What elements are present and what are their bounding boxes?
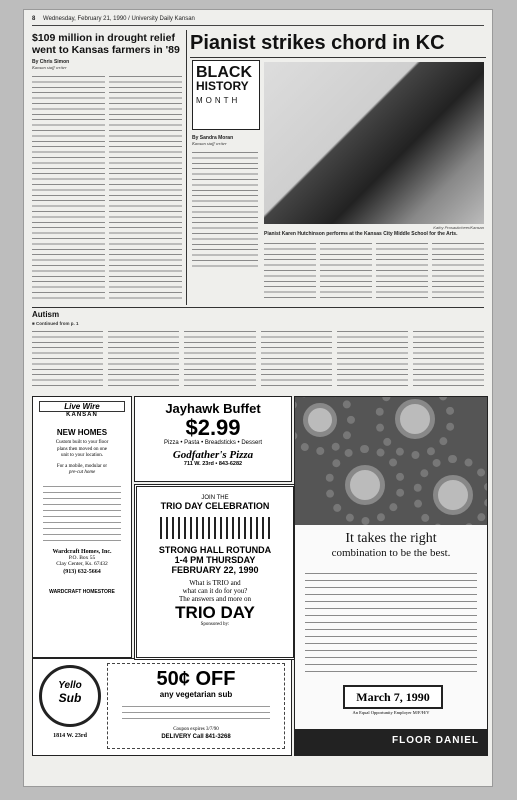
story1-byline-role: Kansan staff writer [32, 65, 67, 70]
yello-coupon[interactable] [107, 663, 285, 749]
trio-title: TRIO DAY CELEBRATION [160, 501, 270, 511]
gear-icon [303, 403, 337, 437]
autism-col-1 [32, 328, 103, 388]
coupon-sub: any vegetarian sub [159, 690, 233, 699]
floor-date: March 7, 1990 [343, 685, 443, 709]
trio-big: TRIO DAY [175, 603, 255, 622]
coupon-description [122, 703, 270, 723]
buffet-brand: Godfather's Pizza [172, 449, 254, 461]
trio-q1: What is TRIO and [189, 579, 241, 587]
autism-col-2 [108, 328, 179, 388]
black-history-month-logo [192, 60, 260, 130]
floor-headline-2: combination to be the best. [331, 547, 451, 559]
autism-col-4 [261, 328, 332, 388]
dateline: Wednesday, February 21, 1990 / University Daily Kansan [43, 16, 195, 22]
gear-icon [345, 465, 385, 505]
trio-time: 1-4 PM THURSDAY [174, 555, 256, 565]
trio-date: FEBRUARY 22, 1990 [171, 565, 259, 575]
photo-credit: Kathy Prosaukcheer/Kansan [433, 225, 484, 230]
section-rule [32, 307, 484, 308]
homes-box: P.O. Box 55 [68, 554, 96, 561]
buffet-price: $2.99 [185, 415, 241, 440]
livewire-kansan: KANSAN [66, 412, 98, 418]
livewire-logo: Live Wire [39, 401, 125, 412]
floor-footer-bar [295, 729, 487, 755]
story1-column-2 [109, 73, 182, 303]
yello-address: 1814 W. 23rd [53, 733, 87, 739]
ad-yello-sub [32, 658, 292, 756]
buffet-title: Jayhawk Buffet [165, 401, 261, 416]
photo-caption: Pianist Karen Hutchinson performs at the Kansas City Middle School for the Arts. [264, 231, 458, 237]
continued-line: ■ Continued from p. 1 [32, 321, 79, 326]
autism-col-6 [413, 328, 484, 388]
story1-byline: By Chris Simon [32, 59, 70, 65]
story1-headline: $109 million in drought relief went to Kansas farmers in '89 [32, 32, 180, 56]
story2-headline: Pianist strikes chord in KC [190, 32, 486, 58]
autism-story-columns [32, 328, 484, 388]
trio-illustration [160, 517, 270, 539]
trio-q2: what can it do for you? [182, 587, 248, 595]
autism-col-3 [184, 328, 255, 388]
story2-column-1 [192, 149, 258, 269]
story2-column-2 [264, 240, 316, 300]
story1-column-1 [32, 73, 105, 303]
page-header [32, 13, 484, 26]
trio-venue: STRONG HALL ROTUNDA [158, 545, 272, 555]
story2-column-4 [376, 240, 428, 300]
yello-sub-logo [39, 665, 101, 727]
ad-trio-day [134, 484, 296, 660]
story2-byline: By Sandra Moran [192, 135, 234, 141]
gears-image [295, 397, 487, 525]
homes-line: For a mobile, modular or [56, 463, 108, 469]
column-rule [186, 30, 187, 305]
gear-icon [433, 475, 473, 515]
buffet-address: 711 W. 23rd • 843-6282 [183, 461, 243, 467]
autism-col-5 [337, 328, 408, 388]
coupon-price: 50¢ OFF [156, 668, 236, 690]
trio-sponsor: Sponsored by: [200, 622, 230, 627]
homes-line: unit to your location. [61, 453, 103, 458]
story2-byline-role: Kansan staff writer [192, 141, 227, 146]
trio-q3: The answers and more on [179, 595, 251, 603]
gear-icon [395, 399, 435, 439]
page-number: 8 [32, 16, 36, 22]
pianist-photo [264, 62, 484, 224]
homes-phone: (913) 632-5664 [63, 568, 101, 575]
ad-floor-daniel [294, 396, 488, 756]
homes-title: NEW HOMES [56, 428, 108, 437]
bhm-line3: MONTH [196, 96, 241, 105]
floor-eoe: An Equal Opportunity Employer M/F/H/V [352, 710, 430, 715]
homes-bottom: WARDCRAFT HOMESTORE [49, 588, 115, 595]
homes-line: plans then moved on one [57, 446, 107, 452]
floor-brand: FLOOR DANIEL [392, 735, 479, 746]
ad-jayhawk-buffet [134, 396, 292, 482]
story-pianist [190, 32, 486, 58]
ad-new-homes [32, 396, 132, 658]
homes-features [43, 483, 121, 543]
story2-byline-block [192, 132, 258, 269]
newspaper-page [24, 10, 492, 786]
section-label: Autism [32, 310, 60, 319]
floor-body-copy [305, 569, 477, 673]
buffet-items: Pizza • Pasta • Breadsticks • Dessert [163, 440, 262, 446]
bhm-line1: BLACK [196, 64, 252, 81]
homes-line: Custom built to your floor [55, 440, 109, 445]
yello-logo-2: Sub [58, 691, 82, 705]
story2-column-5 [432, 240, 484, 300]
bhm-line2: HISTORY [196, 79, 249, 93]
story-drought-relief [32, 32, 182, 303]
floor-headline-1: It takes the right [345, 531, 437, 546]
coupon-expires: Coupon expires 3/7/90 [173, 727, 219, 732]
homes-city: Clay Center, Ks. 67432 [56, 560, 108, 567]
homes-company: Wardcraft Homes, Inc. [52, 548, 112, 555]
coupon-delivery: DELIVERY Call 841-3268 [161, 734, 231, 740]
story2-body-columns [264, 240, 484, 300]
yello-logo-1: Yello [58, 680, 82, 691]
homes-line: pre-cut home [68, 470, 96, 475]
story2-column-3 [320, 240, 372, 300]
trio-join: JOIN THE [201, 495, 229, 501]
